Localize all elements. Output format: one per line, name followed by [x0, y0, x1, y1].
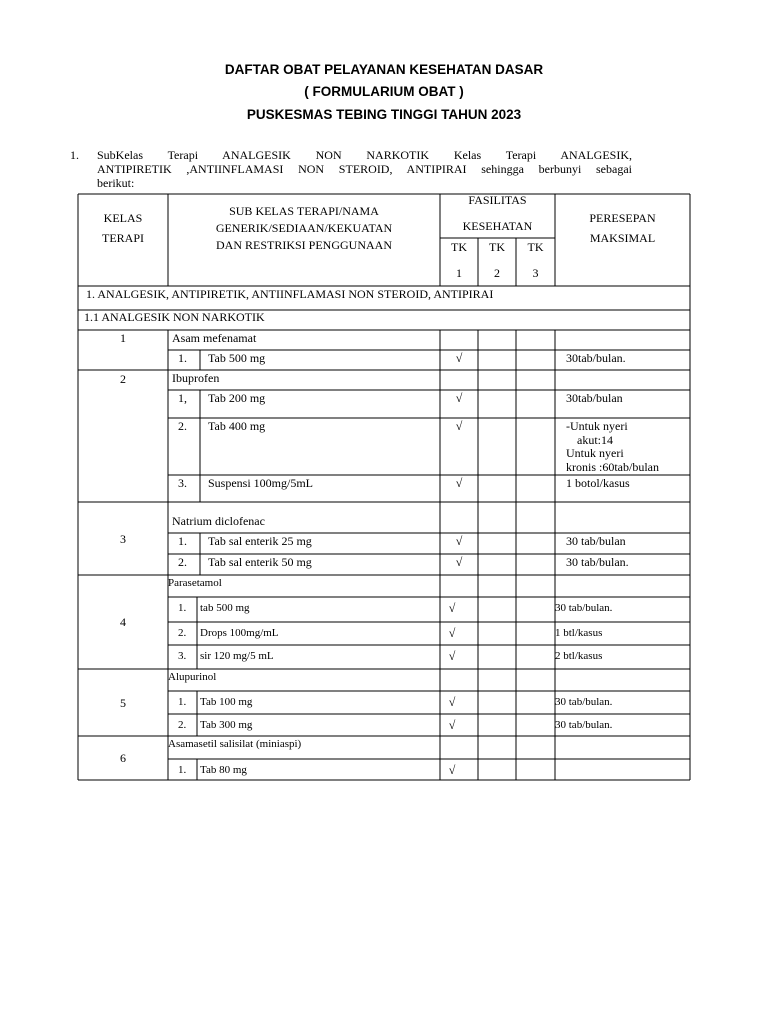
header-tk-1: TK [451, 240, 467, 254]
item-number: 1. [178, 764, 187, 776]
group-number: 2 [120, 372, 126, 386]
max-prescription: 30 tab/bulan. [566, 555, 629, 569]
item-preparation: Tab 100 mg [200, 696, 253, 708]
item-number: 1. [178, 534, 187, 548]
document-subtitle: ( FORMULARIUM OBAT ) [304, 84, 464, 99]
header-kelas-terapi: TERAPI [102, 231, 144, 245]
intro-line: ANTIPIRETIK ,ANTIINFLAMASI NON STEROID, ANTIPIRAI sehingga berbunyi sebagai [97, 162, 632, 176]
item-number: 2. [178, 627, 187, 639]
group-number: 3 [120, 531, 126, 546]
drug-name: Ibuprofen [172, 371, 220, 385]
intro-line: berikut: [97, 176, 135, 190]
max-prescription: 2 btl/kasus [555, 650, 603, 662]
max-prescription: akut:14 [577, 432, 613, 447]
item-number: 1, [178, 391, 187, 405]
tk1-checkmark: √ [448, 649, 456, 663]
item-preparation: Tab 400 mg [208, 419, 266, 433]
max-prescription: 30 tab/bulan. [555, 696, 613, 708]
max-prescription: 30tab/bulan [566, 391, 623, 405]
item-number: 1. [178, 351, 187, 365]
item-number: 2. [178, 719, 187, 731]
tk1-checkmark: √ [448, 626, 456, 640]
group-number: 5 [120, 695, 126, 710]
tk1-checkmark: √ [455, 534, 463, 548]
tk1-checkmark: √ [455, 419, 463, 433]
tk1-checkmark: √ [448, 601, 456, 615]
item-preparation: Tab 80 mg [200, 764, 247, 776]
header-tk-1-number: 1 [456, 266, 462, 280]
tk1-checkmark: √ [455, 391, 463, 405]
header-sub-kelas-terapi: SUB KELAS TERAPI/NAMA [229, 204, 379, 218]
intro-line: SubKelas Terapi ANALGESIK NON NARKOTIK Kelas Terapi ANALGESIK, [97, 148, 632, 162]
drug-name: Parasetamol [168, 577, 222, 589]
tk1-checkmark: √ [455, 476, 463, 490]
item-preparation: Drops 100mg/mL [200, 627, 279, 639]
tk1-checkmark: √ [448, 695, 456, 709]
header-tk-2-number: 2 [494, 266, 500, 280]
header-tk-3: TK [527, 240, 544, 254]
header-tk-2: TK [489, 240, 505, 254]
item-preparation: Tab sal enterik 50 mg [208, 555, 312, 569]
max-prescription: 30 tab/bulan. [555, 602, 613, 614]
max-prescription: 30tab/bulan. [566, 351, 626, 365]
header-peresepan-maksimal: MAKSIMAL [589, 231, 656, 245]
group-number: 6 [120, 751, 126, 765]
max-prescription: -Untuk nyeri [566, 419, 628, 433]
header-kelas-terapi: KELAS [103, 211, 143, 225]
item-preparation: Suspensi 100mg/5mL [208, 476, 314, 490]
subsection-title: 1.1 ANALGESIK NON NARKOTIK [84, 310, 265, 324]
drug-name: Asamasetil salisilat (miniaspi) [168, 738, 302, 750]
tk1-checkmark: √ [448, 763, 456, 777]
header-tk-3-number: 3 [532, 266, 539, 280]
drug-name: Natrium diclofenac [172, 514, 265, 528]
item-number: 1. [178, 602, 187, 614]
item-number: 2. [178, 419, 187, 433]
header-sub-kelas-terapi: DAN RESTRIKSI PENGGUNAAN [215, 238, 392, 252]
item-number: 2. [178, 555, 187, 569]
item-preparation: tab 500 mg [200, 602, 250, 614]
max-prescription: 30 tab/bulan [566, 534, 626, 548]
tk1-checkmark: √ [455, 555, 463, 569]
header-fasilitas-kesehatan: KESEHATAN [462, 219, 533, 233]
item-preparation: Tab 300 mg [200, 719, 253, 731]
item-number: 1. [178, 696, 187, 708]
max-prescription: 1 btl/kasus [555, 627, 603, 639]
document-institution-title: PUSKESMAS TEBING TINGGI TAHUN 2023 [246, 107, 522, 122]
max-prescription: kronis :60tab/bulan [566, 459, 659, 474]
document-title: DAFTAR OBAT PELAYANAN KESEHATAN DASAR [224, 62, 544, 77]
intro-number: 1. [70, 148, 79, 162]
item-number: 3. [178, 476, 187, 490]
header-fasilitas-kesehatan: FASILITAS [468, 193, 527, 207]
drug-name: Asam mefenamat [172, 331, 257, 345]
item-preparation: Tab sal enterik 25 mg [208, 534, 312, 548]
tk1-checkmark: √ [448, 718, 456, 732]
header-peresepan-maksimal: PERESEPAN [589, 211, 656, 225]
item-preparation: Tab 200 mg [208, 391, 266, 405]
header-sub-kelas-terapi: GENERIK/SEDIAAN/KEKUATAN [215, 221, 393, 235]
max-prescription: Untuk nyeri [566, 446, 624, 460]
max-prescription: 1 botol/kasus [566, 476, 630, 490]
item-preparation: sir 120 mg/5 mL [200, 650, 274, 662]
item-number: 3. [178, 650, 187, 662]
tk1-checkmark: √ [455, 351, 463, 365]
item-preparation: Tab 500 mg [208, 351, 266, 365]
section-title: 1. ANALGESIK, ANTIPIRETIK, ANTIINFLAMASI NON STEROID, ANTIPIRAI [86, 287, 494, 301]
group-number: 1 [120, 331, 126, 345]
drug-name: Alupurinol [168, 671, 217, 683]
group-number: 4 [120, 615, 126, 629]
max-prescription: 30 tab/bulan. [555, 719, 613, 731]
